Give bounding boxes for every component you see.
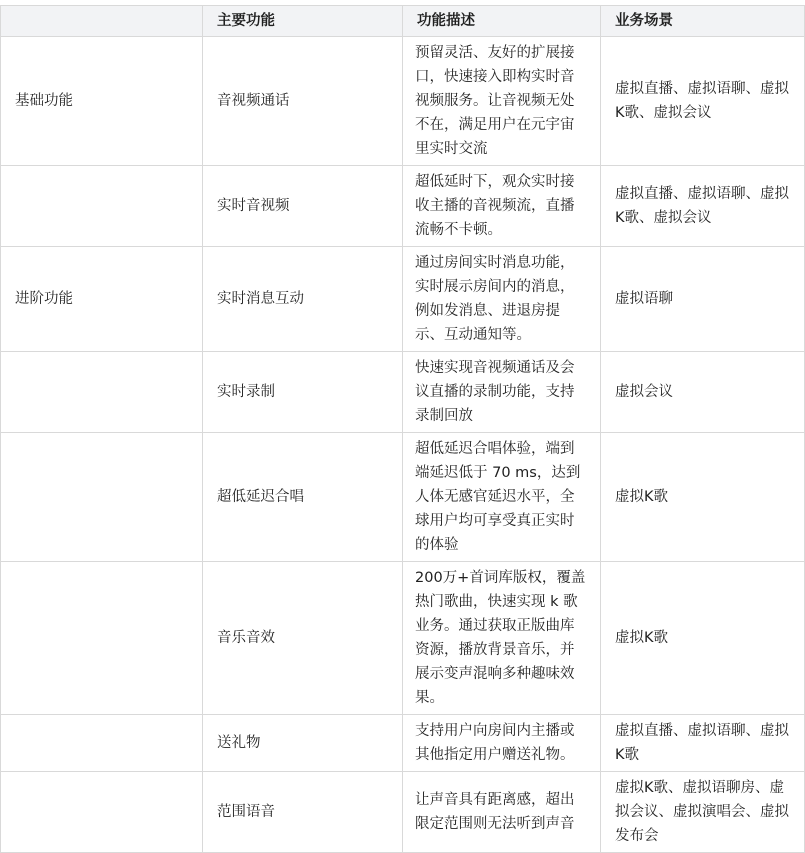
cell-category xyxy=(1,562,203,715)
cell-description: 200万+首词库版权，覆盖热门歌曲，快速实现 k 歌业务。通过获取正版曲库资源，播放背景音乐，并展示变声混响多种趣味效果。 xyxy=(403,562,601,715)
cell-scenario: 虚拟直播、虚拟语聊、虚拟K歌、虚拟会议 xyxy=(601,37,805,166)
cell-description: 让声音具有距离感，超出限定范围则无法听到声音 xyxy=(403,772,601,853)
cell-feature: 送礼物 xyxy=(203,715,403,772)
table-row xyxy=(1,247,805,352)
table-row xyxy=(1,352,805,433)
cell-category xyxy=(1,715,203,772)
header-category xyxy=(1,6,203,37)
cell-feature: 实时录制 xyxy=(203,352,403,433)
cell-scenario: 虚拟语聊 xyxy=(601,247,805,352)
cell-description: 支持用户向房间内主播或其他指定用户赠送礼物。 xyxy=(403,715,601,772)
table-row xyxy=(1,562,805,715)
cell-description: 预留灵活、友好的扩展接口，快速接入即构实时音视频服务。让音视频无处不在，满足用户在元宇宙里实时交流 xyxy=(403,37,601,166)
header-feature: 主要功能 xyxy=(203,6,403,37)
cell-category xyxy=(1,166,203,247)
cell-scenario: 虚拟K歌 xyxy=(601,433,805,562)
cell-category: 基础功能 xyxy=(1,37,203,166)
cell-feature: 音视频通话 xyxy=(203,37,403,166)
cell-scenario: 虚拟直播、虚拟语聊、虚拟K歌 xyxy=(601,715,805,772)
cell-category xyxy=(1,772,203,853)
cell-feature: 实时音视频 xyxy=(203,166,403,247)
table-row xyxy=(1,715,805,772)
cell-scenario: 虚拟K歌 xyxy=(601,562,805,715)
feature-table xyxy=(0,5,805,853)
header-description: 功能描述 xyxy=(403,6,601,37)
cell-scenario: 虚拟K歌、虚拟语聊房、虚拟会议、虚拟演唱会、虚拟发布会 xyxy=(601,772,805,853)
cell-category xyxy=(1,352,203,433)
cell-description: 超低延时下，观众实时接收主播的音视频流，直播流畅不卡顿。 xyxy=(403,166,601,247)
cell-feature: 超低延迟合唱 xyxy=(203,433,403,562)
cell-scenario: 虚拟直播、虚拟语聊、虚拟K歌、虚拟会议 xyxy=(601,166,805,247)
cell-feature: 音乐音效 xyxy=(203,562,403,715)
header-scenario: 业务场景 xyxy=(601,6,805,37)
table-header-row xyxy=(1,6,805,37)
cell-feature: 范围语音 xyxy=(203,772,403,853)
cell-category xyxy=(1,433,203,562)
table-row xyxy=(1,37,805,166)
cell-description: 通过房间实时消息功能，实时展示房间内的消息，例如发消息、进退房提示、互动通知等。 xyxy=(403,247,601,352)
cell-scenario: 虚拟会议 xyxy=(601,352,805,433)
table-row xyxy=(1,166,805,247)
cell-description: 超低延迟合唱体验，端到端延迟低于 70 ms，达到人体无感官延迟水平，全球用户均可享受真正实时的体验 xyxy=(403,433,601,562)
cell-category: 进阶功能 xyxy=(1,247,203,352)
table-row xyxy=(1,433,805,562)
cell-description: 快速实现音视频通话及会议直播的录制功能，支持录制回放 xyxy=(403,352,601,433)
cell-feature: 实时消息互动 xyxy=(203,247,403,352)
table-row xyxy=(1,772,805,853)
